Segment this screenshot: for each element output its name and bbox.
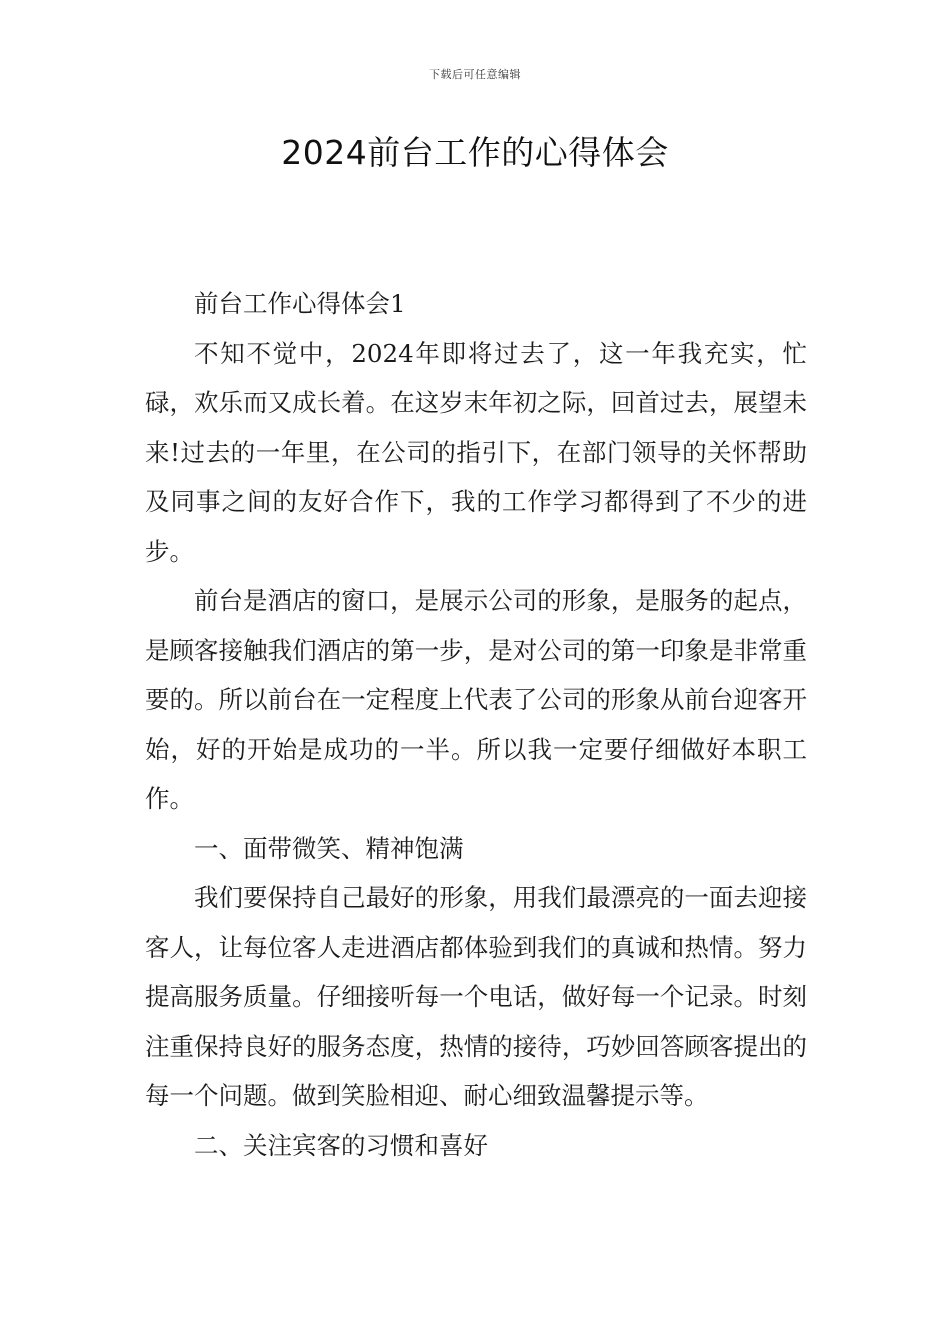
body-paragraph: 不知不觉中，2024年即将过去了，这一年我充实，忙碌，欢乐而又成长着。在这岁末年初之际，回首过去，展望未来!过去的一年里，在公司的指引下，在部门领导的关怀帮助及同事之间的友好合作下，我的工作学习都得到了不少的进步。	[145, 338, 807, 566]
subsection-heading: 二、关注宾客的习惯和喜好	[194, 1130, 488, 1160]
subsection-heading: 一、面带微笑、精神饱满	[194, 833, 464, 863]
header-note: 下载后可任意编辑	[429, 68, 521, 81]
body-paragraph: 我们要保持自己最好的形象，用我们最漂亮的一面去迎接客人，让每位客人走进酒店都体验到我们的真诚和热情。努力提高服务质量。仔细接听每一个电话，做好每一个记录。时刻注重保持良好的服务态度，热情的接待，巧妙回答顾客提出的每一个问题。做到笑脸相迎、耐心细致温馨提示等。	[145, 883, 807, 1110]
document-title: 2024前台工作的心得体会	[281, 133, 669, 172]
body-paragraph: 前台是酒店的窗口，是展示公司的形象，是服务的起点，是顾客接触我们酒店的第一步，是对公司的第一印象是非常重要的。所以前台在一定程度上代表了公司的形象从前台迎客开始，好的开始是成功的一半。所以我一定要仔细做好本职工作。	[145, 586, 807, 813]
document-body	[145, 279, 807, 1170]
section-heading: 前台工作心得体会1	[194, 289, 406, 318]
